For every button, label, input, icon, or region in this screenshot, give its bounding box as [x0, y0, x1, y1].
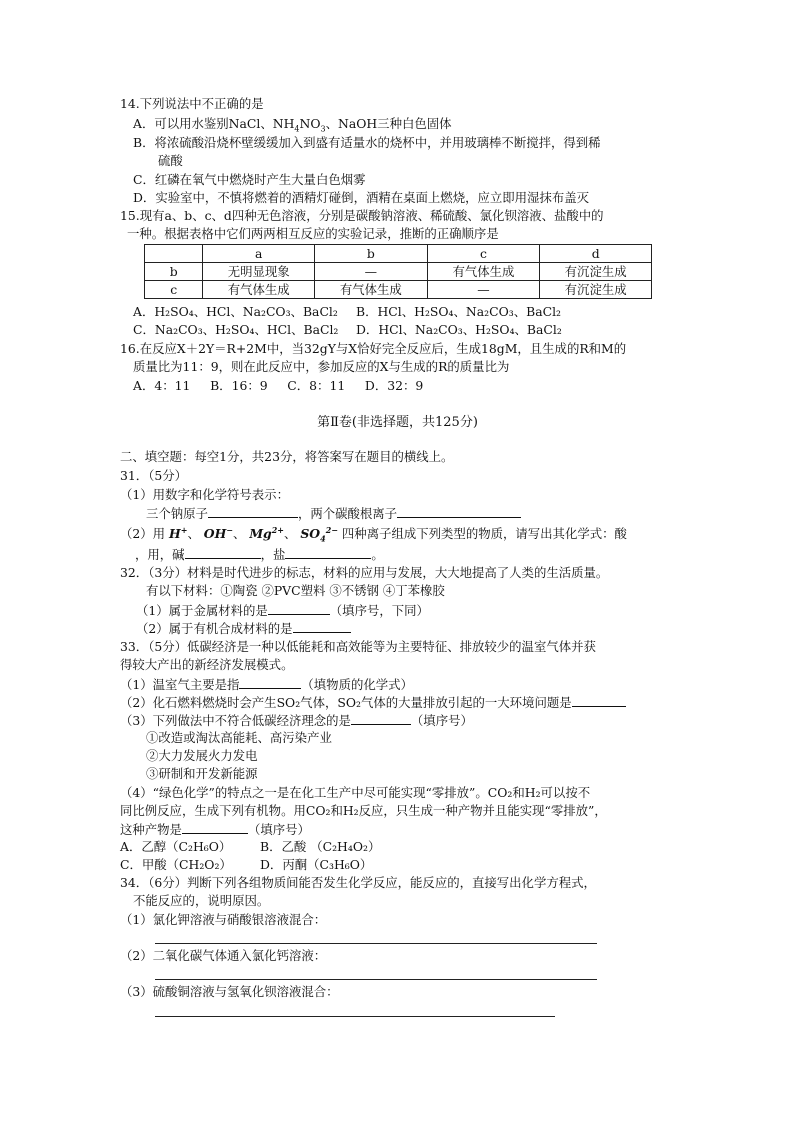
q31-part1-line: 三个钠原子 ，两个碳酸根离子 — [146, 503, 521, 523]
table-cell: 无明显现象 — [203, 263, 315, 281]
q31-head: 31．（5分） — [120, 468, 188, 483]
q33-part3: （3）下列做法中不符合低碳经济理念的是 （填序号） — [120, 710, 473, 730]
table-cell: d — [540, 245, 652, 263]
q32-part1: （1）属于金属材料的是 （填序号，下同） — [136, 600, 429, 620]
q32-line1: 32．（3分）材料是时代进步的标志，材料的应用与发展，大大地提高了人类的生活质量。 — [120, 565, 609, 580]
q32-line2: 有以下材料：①陶瓷 ②PVC塑料 ③不锈钢 ④丁苯橡胶 — [146, 583, 445, 598]
ion-h: H+ — [169, 524, 188, 541]
q33-option-2: ②大力发展火力发电 — [146, 748, 258, 763]
answer-blank[interactable] — [397, 503, 521, 518]
q34-part1: （1）氯化钾溶液与硝酸银溶液混合： — [120, 912, 327, 927]
q33-part2: （2）化石燃料燃烧时会产生SO₂气体，SO₂气体的大量排放引起的一大环境问题是 — [120, 692, 626, 712]
q33-line2: 得较大产出的新经济发展模式。 — [120, 657, 294, 672]
ion-oh: OH− — [203, 524, 233, 541]
answer-blank[interactable] — [351, 710, 411, 725]
q15-table — [144, 244, 652, 299]
q33-option-3: ③研制和开发新能源 — [146, 766, 258, 781]
answer-line[interactable] — [155, 943, 597, 944]
q32-part2: （2）属于有机合成材料的是 — [136, 618, 351, 638]
table-cell: 有气体生成 — [203, 281, 315, 299]
answer-blank[interactable] — [293, 618, 351, 633]
q31-part2-line2: ，用，碱 ，盐 。 — [135, 544, 384, 564]
table-cell: c — [145, 281, 203, 299]
section2-heading: 二、填空题：每空1分，共23分，将答案写在题目的横线上。 — [120, 449, 454, 464]
q14-stem: 14.下列说法中不正确的是 — [120, 96, 264, 111]
q34-part3: （3）硫酸铜溶液与氢氧化钡溶液混合： — [120, 984, 339, 999]
table-header-row — [145, 245, 652, 263]
table-cell: 有气体生成 — [315, 281, 428, 299]
answer-blank[interactable] — [185, 544, 261, 559]
table-row — [145, 263, 652, 281]
q16-stem-line1: 16.在反应X＋2Y＝R+2M中，当32gY与X恰好完全反应后，生成18gM，且生成的R和M的 — [120, 341, 627, 356]
q31-part1: （1）用数字和化学符号表示： — [120, 487, 289, 502]
q33-part1: （1）温室气主要是指 （填物质的化学式） — [120, 674, 413, 694]
q33-line1: 33．（5分）低碳经济是一种以低能耗和高效能等为主要特征、排放较少的温室气体并获 — [120, 639, 596, 654]
ion-so4: $SO_4^{2-}$ — [300, 524, 338, 544]
q15-option-d: D．HCl、Na₂CO₃、H₂SO₄、BaCl₂ — [356, 322, 562, 337]
part2-title: 第Ⅱ卷(非选择题，共125分) — [317, 415, 478, 430]
table-cell: 有沉淀生成 — [540, 281, 652, 299]
table-cell: a — [203, 245, 315, 263]
q14-option-b-line1: B．将浓硫酸沿烧杯壁缓缓加入到盛有适量水的烧杯中，并用玻璃棒不断搅拌，得到稀 — [133, 135, 601, 150]
table-cell: — — [427, 281, 540, 299]
table-cell: 有沉淀生成 — [540, 263, 652, 281]
table-cell: b — [145, 263, 203, 281]
answer-blank[interactable] — [182, 819, 248, 834]
q16-stem-line2: 质量比为11：9，则在此反应中，参加反应的X与生成的R的质量比为 — [133, 359, 510, 374]
q14-option-a: A．可以用水鉴别NaCl、$NH_4NO_3$、NaOH三种白色固体 — [133, 116, 452, 134]
answer-blank[interactable] — [285, 544, 371, 559]
q33-option-c: C．甲酸（CH₂O₂） — [120, 857, 232, 872]
table-row — [145, 281, 652, 299]
answer-blank[interactable] — [239, 674, 301, 689]
q15-stem-line2: 一种。根据表格中它们两两相互反应的实验记录，推断的正确顺序是 — [127, 226, 499, 241]
table-cell: — — [315, 263, 428, 281]
table-cell: b — [315, 245, 428, 263]
q33-part4-line3: 这种产物是 （填序号） — [120, 819, 310, 839]
answer-blank[interactable] — [268, 600, 330, 615]
table-cell — [145, 245, 203, 263]
answer-blank[interactable] — [208, 503, 298, 518]
q33-option-b: B．乙酸 （C₂H₄O₂） — [260, 839, 381, 854]
q33-option-a: A．乙醇（C₂H₆O） — [120, 839, 232, 854]
q33-option-d: D．丙酮（C₃H₆O） — [260, 857, 373, 872]
q33-part4-line2: 同比例反应，生成下列有机物。用CO₂和H₂反应，只生成一种产物并且能实现“零排放”， — [120, 803, 607, 818]
q31-part2-line1: （2）用 H+、 OH−、 $Mg^{2+}$、 $SO_4^{2-}$ 四种离子组成下列类型的物质，请写出其化学式：酸 — [120, 524, 627, 544]
q14-option-d: D．实验室中，不慎将燃着的酒精灯碰倒，酒精在桌面上燃烧，应立即用湿抹布盖灭 — [133, 190, 589, 205]
q34-line1: 34．（6分）判断下列各组物质间能否发生化学反应，能反应的，直接写出化学方程式， — [120, 875, 596, 890]
ion-mg: $Mg^{2+}$ — [249, 524, 285, 541]
q33-option-1: ①改造或淘汰高能耗、高污染产业 — [146, 730, 332, 745]
q34-part2: （2）二氧化碳气体通入氯化钙溶液： — [120, 948, 327, 963]
q15-stem-line1: 15.现有a、b、c、d四种无色溶液，分别是碳酸钠溶液、稀硫酸、氯化钡溶液、盐酸中的 — [120, 208, 604, 223]
q15-option-a: A．H₂SO₄、HCl、Na₂CO₃、BaCl₂ — [133, 304, 338, 319]
table-cell: c — [427, 245, 540, 263]
q33-part4-line1: （4）“绿色化学”的特点之一是在化工生产中尽可能实现“零排放”。CO₂和H₂可以按不 — [120, 785, 591, 800]
answer-blank[interactable] — [572, 692, 626, 707]
q14-option-b-line2: 硫酸 — [158, 153, 183, 168]
answer-line[interactable] — [155, 1016, 555, 1017]
answer-line[interactable] — [155, 979, 597, 980]
q16-options: A．4：11 B．16：9 C．8：11 D．32：9 — [133, 378, 424, 393]
q15-option-c: C．Na₂CO₃、H₂SO₄、HCl、BaCl₂ — [133, 322, 339, 337]
table-cell: 有气体生成 — [427, 263, 540, 281]
q15-option-b: B．HCl、H₂SO₄、Na₂CO₃、BaCl₂ — [356, 304, 562, 319]
q14-option-c: C．红磷在氧气中燃烧时产生大量白色烟雾 — [133, 172, 366, 187]
q34-line2: 不能反应的，说明原因。 — [133, 893, 270, 908]
